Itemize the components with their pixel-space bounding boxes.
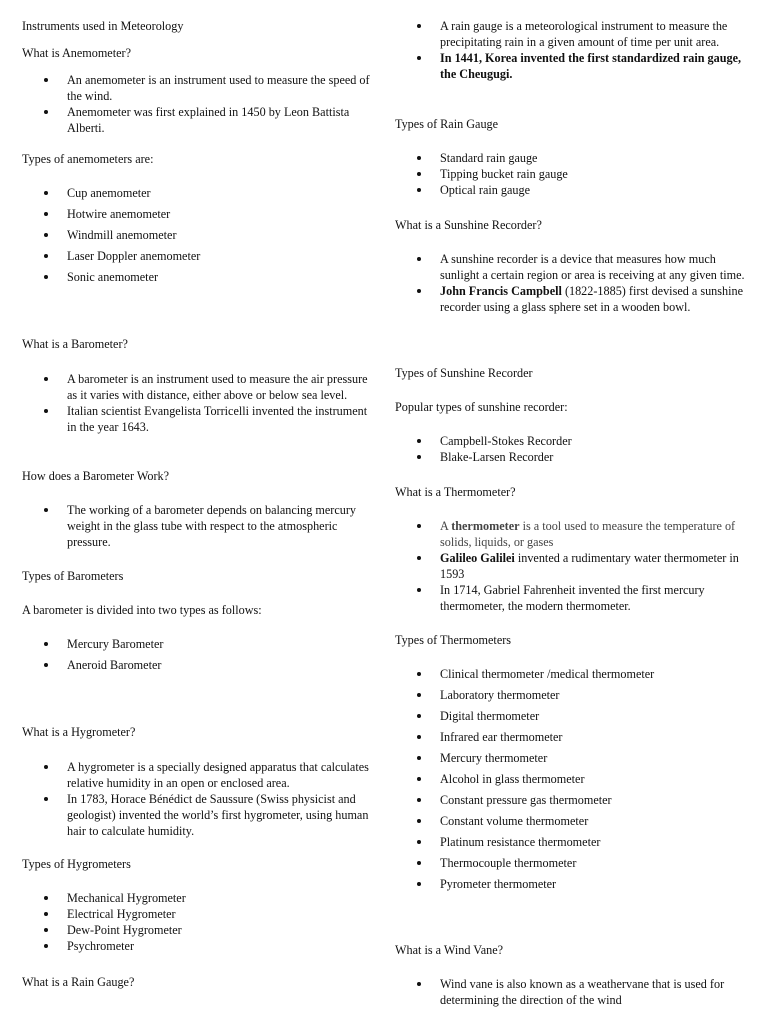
- hygrometer-types-heading: Types of Hygrometers: [22, 857, 131, 871]
- barometer-facts-list: [22, 371, 374, 435]
- list-item: A barometer is an instrument used to measure the air pressure as it varies with distance, either above or below sea level.: [44, 371, 374, 403]
- barometer-types-heading: Types of Barometers: [22, 569, 124, 583]
- list-item-text: (1822-1885) first devised a sunshine recorder using a glass sphere set in a wooden bowl.: [440, 284, 743, 314]
- wind-vane-heading: What is a Wind Vane?: [395, 943, 504, 957]
- barometer-how-list: [22, 502, 374, 550]
- hygrometer-facts-list: [22, 759, 374, 839]
- list-item: In 1714, Gabriel Fahrenheit invented the first mercury thermometer, the modern thermometer.: [417, 582, 755, 614]
- bold-text: thermometer: [451, 519, 520, 533]
- rain-gauge-types-heading: Types of Rain Gauge: [395, 117, 499, 131]
- list-item: Laser Doppler anemometer: [44, 248, 374, 264]
- document-title: Instruments used in Meteorology: [22, 19, 184, 33]
- bold-text: Galileo Galilei: [440, 551, 515, 565]
- list-item: Anemometer was first explained in 1450 by Leon Battista Alberti.: [44, 104, 374, 136]
- list-item: Tipping bucket rain gauge: [417, 166, 755, 182]
- barometer-types-intro: A barometer is divided into two types as follows:: [22, 603, 262, 617]
- thermometer-types-list: [395, 666, 755, 897]
- list-item: Standard rain gauge: [417, 150, 755, 166]
- list-item: Digital thermometer: [417, 708, 755, 724]
- list-item: [417, 283, 755, 315]
- list-item: [417, 550, 755, 582]
- list-item: Laboratory thermometer: [417, 687, 755, 703]
- list-item: Infrared ear thermometer: [417, 729, 755, 745]
- list-item: Mechanical Hygrometer: [44, 890, 374, 906]
- list-item: Constant pressure gas thermometer: [417, 792, 755, 808]
- list-item: [417, 50, 755, 82]
- anemometer-facts-list: [22, 72, 374, 136]
- anemometer-types-intro: Types of anemometers are:: [22, 152, 154, 166]
- list-item: Campbell-Stokes Recorder: [417, 433, 755, 449]
- list-item: Hotwire anemometer: [44, 206, 374, 222]
- sunshine-recorder-facts-list: [395, 251, 755, 315]
- sunshine-recorder-types-intro: Popular types of sunshine recorder:: [395, 400, 568, 414]
- hygrometer-types-list: [22, 890, 374, 954]
- list-item: Optical rain gauge: [417, 182, 755, 198]
- list-item: Electrical Hygrometer: [44, 906, 374, 922]
- thermometer-facts-list: [395, 518, 755, 614]
- list-item: Cup anemometer: [44, 185, 374, 201]
- list-item: Pyrometer thermometer: [417, 876, 755, 892]
- anemometer-heading: What is Anemometer?: [22, 46, 131, 60]
- sunshine-recorder-types-heading: Types of Sunshine Recorder: [395, 366, 533, 380]
- bold-text: In 1441, Korea invented the first standardized rain gauge, the Cheugugi.: [440, 51, 742, 81]
- list-item: Platinum resistance thermometer: [417, 834, 755, 850]
- list-item: Mercury thermometer: [417, 750, 755, 766]
- bold-text: John Francis Campbell: [440, 284, 562, 298]
- thermometer-heading: What is a Thermometer?: [395, 485, 516, 499]
- list-item: Dew-Point Hygrometer: [44, 922, 374, 938]
- sunshine-recorder-types-list: [395, 433, 755, 465]
- list-item-text: is a tool used to measure the temperature of solids, liquids, or gases: [440, 519, 736, 549]
- list-item: An anemometer is an instrument used to measure the speed of the wind.: [44, 72, 374, 104]
- list-item: Alcohol in glass thermometer: [417, 771, 755, 787]
- list-item: A sunshine recorder is a device that measures how much sunlight a certain region or area is receiving at any given time.: [417, 251, 755, 283]
- anemometer-types-list: [22, 185, 374, 290]
- list-item: Wind vane is also known as a weathervane that is used for determining the direction of the wind: [417, 976, 755, 1008]
- list-item-text: A: [440, 519, 452, 533]
- list-item: In 1783, Horace Bénédict de Saussure (Swiss physicist and geologist) invented the world’s first hygrometer, using human hair to calculate humidity.: [44, 791, 374, 839]
- rain-gauge-types-list: [395, 150, 755, 198]
- list-item: Thermocouple thermometer: [417, 855, 755, 871]
- list-item: Italian scientist Evangelista Torricelli invented the instrument in the year 1643.: [44, 403, 374, 435]
- list-item: Clinical thermometer /medical thermometer: [417, 666, 755, 682]
- rain-gauge-facts-list: [395, 18, 755, 82]
- barometer-how-heading: How does a Barometer Work?: [22, 469, 170, 483]
- list-item: Constant volume thermometer: [417, 813, 755, 829]
- list-item: Sonic anemometer: [44, 269, 374, 285]
- wind-vane-facts-list: [395, 976, 755, 1008]
- list-item: Mercury Barometer: [44, 636, 374, 652]
- rain-gauge-heading: What is a Rain Gauge?: [22, 975, 135, 989]
- list-item: [417, 518, 755, 550]
- list-item: Aneroid Barometer: [44, 657, 374, 673]
- sunshine-recorder-heading: What is a Sunshine Recorder?: [395, 218, 542, 232]
- thermometer-types-heading: Types of Thermometers: [395, 633, 512, 647]
- hygrometer-heading: What is a Hygrometer?: [22, 725, 136, 739]
- list-item: Windmill anemometer: [44, 227, 374, 243]
- list-item: Blake-Larsen Recorder: [417, 449, 755, 465]
- list-item: Psychrometer: [44, 938, 374, 954]
- barometer-heading: What is a Barometer?: [22, 337, 128, 351]
- list-item: A hygrometer is a specially designed apparatus that calculates relative humidity in an open or enclosed area.: [44, 759, 374, 791]
- list-item: The working of a barometer depends on balancing mercury weight in the glass tube with respect to the atmospheric pressure.: [44, 502, 374, 550]
- list-item-text: invented a rudimentary water thermometer in 1593: [440, 551, 739, 581]
- barometer-types-list: [22, 636, 374, 678]
- list-item: A rain gauge is a meteorological instrument to measure the precipitating rain in a given amount of time per unit area.: [417, 18, 755, 50]
